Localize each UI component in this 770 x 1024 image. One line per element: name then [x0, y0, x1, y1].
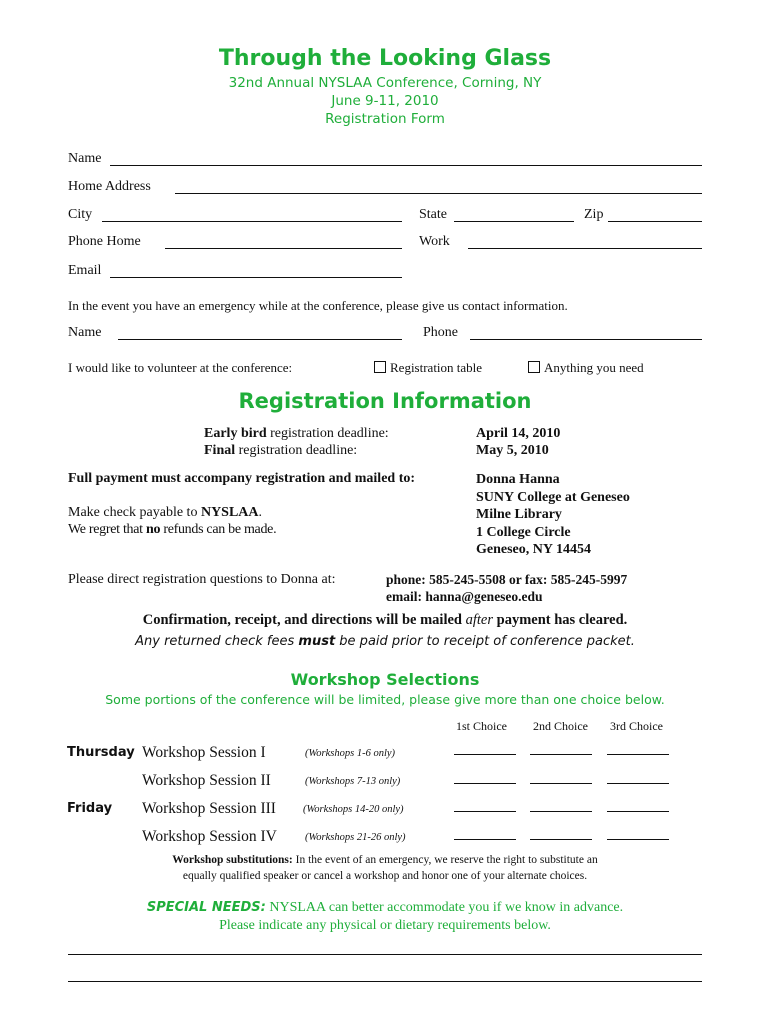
friday-label: Friday — [67, 801, 113, 816]
returned-check-note — [0, 634, 770, 649]
conference-subtitle: 32nd Annual NYSLAA Conference, Corning, NY — [228, 75, 542, 91]
confirm-text: Confirmation, receipt, and directions will be mailed — [142, 612, 466, 628]
email-label: Email — [68, 263, 102, 278]
form-title: Through the Looking Glass — [218, 46, 552, 71]
session-1-name: Workshop Session I — [142, 744, 266, 761]
mailing-address — [476, 471, 630, 559]
early-bird-date: April 14, 2010 — [476, 426, 561, 441]
special-needs-line1 — [0, 900, 770, 916]
volunteer-registration-table[interactable] — [374, 360, 482, 376]
home-address-label: Home Address — [68, 179, 151, 194]
refund-no: no — [145, 522, 161, 537]
session-3-choice-1[interactable] — [454, 811, 516, 812]
volunteer-prompt: I would like to volunteer at the conference: — [68, 360, 293, 375]
choice-header-1: 1st Choice — [456, 719, 507, 733]
city-field[interactable] — [102, 221, 402, 222]
contact-phone: phone: 585-245-5508 or fax: 585-245-5997 — [386, 572, 628, 587]
session-1-choice-2[interactable] — [530, 754, 592, 755]
payment-note: Full payment must accompany registration and mailed to: — [68, 471, 416, 486]
session-2-choice-1[interactable] — [454, 783, 516, 784]
final-date: May 5, 2010 — [476, 443, 549, 458]
final-label: Final — [204, 443, 236, 458]
session-1-choice-3[interactable] — [607, 754, 669, 755]
emergency-phone-field[interactable] — [470, 339, 702, 340]
refund-text: We regret that — [68, 522, 146, 537]
refund-note — [68, 522, 276, 538]
contact-email: email: hanna@geneseo.edu — [386, 589, 543, 604]
confirm-text: payment has cleared. — [493, 612, 628, 628]
payable-note — [68, 505, 262, 521]
workshop-heading: Workshop Selections — [290, 670, 480, 689]
address-line: Geneseo, NY 14454 — [476, 542, 591, 557]
zip-label: Zip — [584, 207, 604, 222]
workshop-note: Some portions of the conference will be limited, please give more than one choice below. — [105, 692, 665, 707]
home-address-field[interactable] — [175, 193, 702, 194]
conference-dates: June 9-11, 2010 — [331, 93, 439, 109]
substitutions-text: In the event of an emergency, we reserve the right to substitute an — [292, 854, 598, 866]
returned-text: be paid prior to receipt of conference packet. — [335, 634, 635, 649]
session-4-name: Workshop Session IV — [142, 828, 277, 845]
session-2-name: Workshop Session II — [142, 772, 271, 789]
payable-text: Make check payable to — [68, 505, 201, 520]
session-4-choice-3[interactable] — [607, 839, 669, 840]
choice-header-2: 2nd Choice — [533, 719, 588, 733]
questions-note: Please direct registration questions to Donna at: — [68, 572, 336, 587]
choice-header-3: 3rd Choice — [610, 719, 663, 733]
form-subtitle: Registration Form — [325, 111, 445, 127]
registration-heading: Registration Information — [238, 389, 532, 413]
special-needs-field-2[interactable] — [68, 981, 702, 982]
special-needs-field-1[interactable] — [68, 954, 702, 955]
emergency-name-label: Name — [68, 325, 102, 340]
returned-text: Any returned check fees — [135, 634, 299, 649]
thursday-label: Thursday — [67, 745, 135, 760]
session-1-choice-1[interactable] — [454, 754, 516, 755]
special-needs-text: NYSLAA can better accommodate you if we know in advance. — [265, 900, 624, 915]
session-1-range: (Workshops 1-6 only) — [305, 748, 396, 759]
early-bird-deadline — [204, 426, 389, 442]
work-label: Work — [419, 234, 450, 249]
early-bird-label: Early bird — [204, 426, 267, 441]
session-4-choice-2[interactable] — [530, 839, 592, 840]
session-2-range: (Workshops 7-13 only) — [305, 776, 401, 787]
address-line: Milne Library — [476, 507, 562, 522]
state-field[interactable] — [454, 221, 574, 222]
email-field[interactable] — [110, 277, 402, 278]
session-3-choice-3[interactable] — [607, 811, 669, 812]
session-4-range: (Workshops 21-26 only) — [305, 832, 406, 843]
emergency-name-field[interactable] — [118, 339, 402, 340]
emergency-phone-label: Phone — [423, 325, 458, 340]
returned-must: must — [298, 634, 336, 649]
work-phone-field[interactable] — [468, 248, 702, 249]
session-2-choice-2[interactable] — [530, 783, 592, 784]
checkbox-icon[interactable] — [528, 361, 540, 373]
substitutions-note-line2: equally qualified speaker or cancel a workshop and honor one of your alternate choices. — [182, 870, 588, 882]
session-4-choice-1[interactable] — [454, 839, 516, 840]
refund-text: refunds can be made. — [160, 522, 277, 537]
volunteer-option-label: Anything you need — [544, 360, 644, 375]
session-3-choice-2[interactable] — [530, 811, 592, 812]
name-label: Name — [68, 151, 102, 166]
payable-text: . — [258, 505, 263, 520]
address-line: Donna Hanna — [476, 472, 560, 487]
special-needs-label: SPECIAL NEEDS: — [146, 900, 266, 915]
deadline-text: registration deadline: — [266, 426, 389, 441]
checkbox-icon[interactable] — [374, 361, 386, 373]
confirmation-note — [0, 612, 770, 629]
phone-home-label: Phone Home — [68, 234, 141, 249]
emergency-note: In the event you have an emergency while at the conference, please give us contact information. — [68, 298, 568, 313]
volunteer-option-label: Registration table — [390, 360, 483, 375]
substitutions-note — [0, 854, 770, 866]
session-2-choice-3[interactable] — [607, 783, 669, 784]
state-label: State — [419, 207, 447, 222]
address-line: 1 College Circle — [476, 524, 571, 540]
special-needs-line2: Please indicate any physical or dietary requirements below. — [219, 918, 551, 933]
payee-name: NYSLAA — [200, 505, 259, 520]
session-3-name: Workshop Session III — [142, 800, 276, 817]
final-deadline — [204, 443, 357, 459]
volunteer-anything[interactable] — [528, 360, 644, 376]
name-field[interactable] — [110, 165, 702, 166]
address-line: SUNY College at Geneseo — [476, 489, 630, 505]
phone-home-field[interactable] — [165, 248, 402, 249]
confirm-after: after — [465, 612, 493, 628]
substitutions-label: Workshop substitutions: — [172, 854, 293, 866]
city-label: City — [68, 207, 93, 222]
deadline-text: registration deadline: — [235, 443, 358, 458]
zip-field[interactable] — [608, 221, 702, 222]
session-3-range: (Workshops 14-20 only) — [303, 804, 404, 815]
